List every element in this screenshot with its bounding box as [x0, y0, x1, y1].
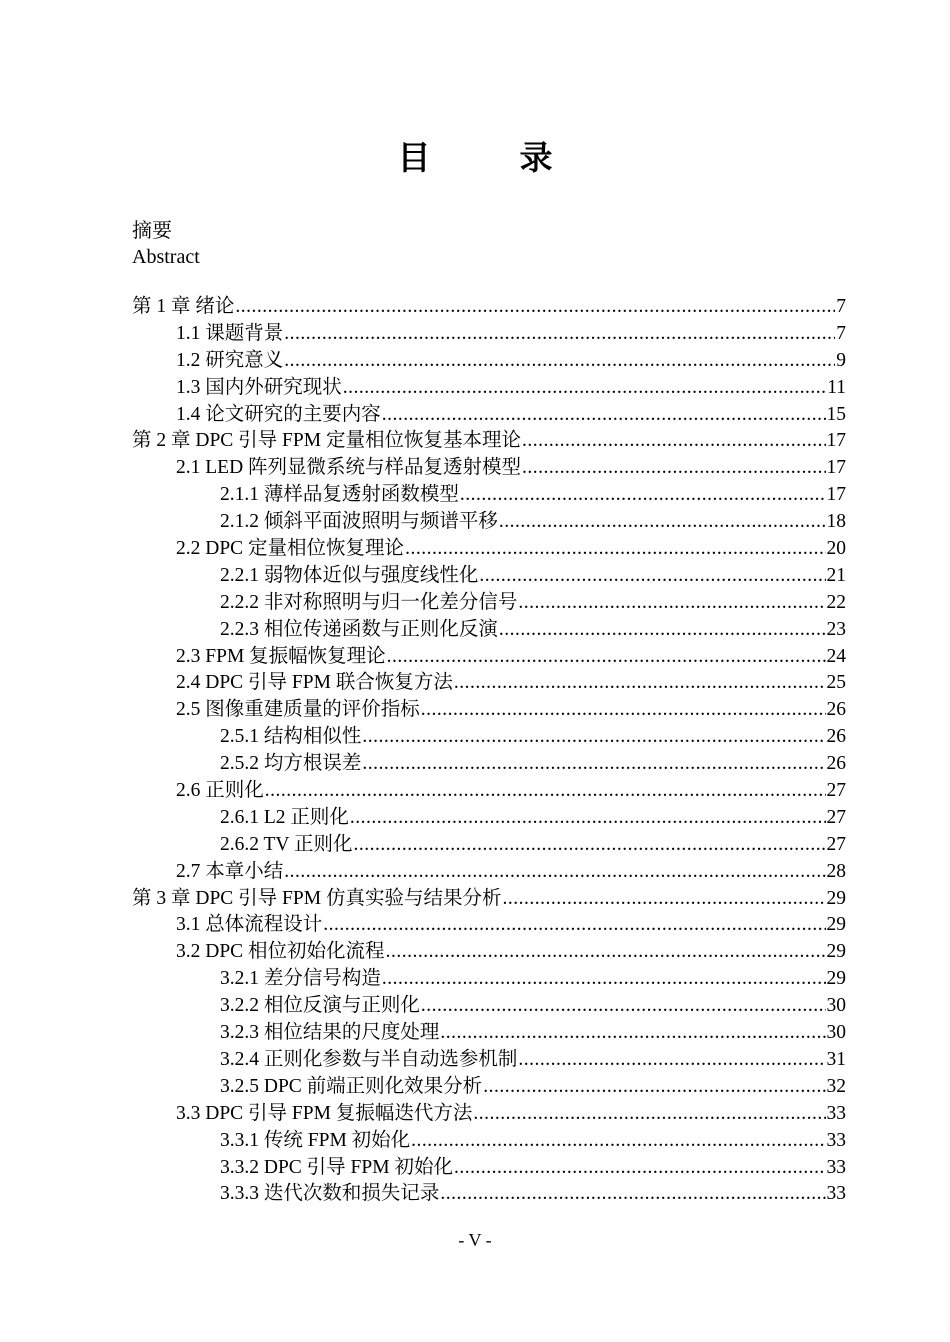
toc-entry[interactable]	[132, 886, 846, 913]
toc-entry-page: 26	[826, 753, 846, 775]
toc-entry-label: 3.2.3 相位结果的尺度处理	[220, 1022, 440, 1044]
front-matter-abstract-en[interactable]: Abstract	[132, 246, 200, 268]
toc-entry-label: 3.2.2 相位反演与正则化	[220, 995, 420, 1017]
toc-entry[interactable]	[132, 536, 846, 563]
toc-entry-label: 2.1 LED 阵列显微系统与样品复透射模型	[176, 457, 522, 479]
toc-entry-label: 2.1.2 倾斜平面波照明与频谱平移	[220, 511, 498, 533]
toc-entry-page: 33	[826, 1102, 846, 1124]
toc-entry-label: 3.3 DPC 引导 FPM 复振幅迭代方法	[176, 1102, 473, 1124]
toc-dot-leader	[421, 697, 826, 724]
toc-entry[interactable]	[132, 590, 846, 617]
toc-entry[interactable]	[132, 402, 846, 429]
toc-entry[interactable]	[132, 724, 846, 751]
toc-entry-label: 2.2.1 弱物体近似与强度线性化	[220, 564, 479, 586]
toc-dot-leader	[483, 1074, 825, 1101]
toc-entry-page: 7	[836, 296, 846, 317]
toc-dot-leader	[284, 348, 835, 375]
toc-dot-leader	[387, 644, 826, 671]
toc-entry-page: 33	[826, 1129, 846, 1151]
toc-entry-page: 32	[826, 1075, 846, 1097]
toc-entry-page: 23	[826, 618, 846, 640]
toc-entry-label: 2.6 正则化	[176, 780, 264, 802]
toc-dot-leader	[411, 1128, 825, 1155]
toc-entry[interactable]	[132, 321, 846, 348]
toc-dot-leader	[421, 993, 826, 1020]
toc-entry[interactable]	[132, 1128, 846, 1155]
toc-dot-leader	[440, 1020, 825, 1047]
toc-dot-leader	[518, 590, 825, 617]
toc-entry[interactable]	[132, 644, 846, 671]
toc-dot-leader	[354, 832, 826, 859]
toc-entry[interactable]	[132, 697, 846, 724]
toc-entry-page: 31	[826, 1048, 846, 1070]
toc-entry-label: 2.7 本章小结	[176, 860, 284, 882]
toc-entry-label: 2.3 FPM 复振幅恢复理论	[176, 645, 386, 667]
toc-entry-page: 33	[826, 1156, 846, 1178]
toc-entry-page: 20	[826, 538, 846, 560]
toc-entry-page: 26	[826, 726, 846, 748]
toc-entry-label: 3.3.3 迭代次数和损失记录	[220, 1183, 440, 1205]
toc-entry-label: 1.1 课题背景	[176, 322, 284, 344]
toc-entry-page: 29	[826, 941, 846, 963]
toc-entry-label: 3.3.2 DPC 引导 FPM 初始化	[220, 1156, 453, 1178]
toc-entry-page: 21	[826, 564, 846, 586]
toc-entry[interactable]	[132, 805, 846, 832]
toc-dot-leader	[350, 805, 826, 832]
toc-dot-leader	[362, 751, 825, 778]
toc-entry-label: 3.2.1 差分信号构造	[220, 968, 381, 990]
toc-entry[interactable]	[132, 563, 846, 590]
toc-entry-label: 2.2 DPC 定量相位恢复理论	[176, 538, 405, 560]
toc-dot-leader	[522, 455, 825, 482]
toc-entry-label: 2.2.3 相位传递函数与正则化反演	[220, 618, 498, 640]
toc-entry[interactable]	[132, 778, 846, 805]
toc-dot-leader	[405, 536, 825, 563]
toc-entry-page: 17	[826, 430, 846, 452]
toc-dot-leader	[382, 966, 826, 993]
toc-entry-page: 17	[826, 484, 846, 506]
toc-dot-leader	[522, 428, 826, 455]
toc-entry-label: 1.2 研究意义	[176, 349, 284, 371]
toc-entry[interactable]	[132, 939, 846, 966]
toc-entry-label: 第 3 章 DPC 引导 FPM 仿真实验与结果分析	[132, 887, 502, 909]
toc-entry-page: 27	[826, 806, 846, 828]
toc-entry[interactable]	[132, 375, 846, 402]
toc-entry[interactable]	[132, 1101, 846, 1128]
toc-dot-leader	[265, 778, 826, 805]
toc-entry-page: 29	[826, 887, 846, 909]
toc-entry-label: 第 1 章 绪论	[132, 296, 235, 317]
toc-dot-leader	[323, 912, 825, 939]
toc-entry-page: 22	[826, 591, 846, 613]
toc-entry[interactable]	[132, 993, 846, 1020]
toc-entry-page: 29	[826, 914, 846, 936]
toc-entry-page: 33	[826, 1183, 846, 1205]
toc-entry-page: 25	[826, 672, 846, 694]
toc-entry[interactable]	[132, 294, 846, 321]
toc-entry-label: 1.4 论文研究的主要内容	[176, 403, 381, 425]
toc-entry-page: 27	[826, 780, 846, 802]
toc-entry-label: 2.4 DPC 引导 FPM 联合恢复方法	[176, 672, 453, 694]
toc-dot-leader	[343, 375, 826, 402]
toc-entry[interactable]	[132, 1074, 846, 1101]
toc-entry[interactable]	[132, 428, 846, 455]
toc-entry-page: 30	[826, 995, 846, 1017]
toc-entry[interactable]	[132, 912, 846, 939]
toc-entry-label: 3.3.1 传统 FPM 初始化	[220, 1129, 411, 1151]
toc-entry-label: 3.2.5 DPC 前端正则化效果分析	[220, 1075, 483, 1097]
toc-dot-leader	[499, 509, 826, 536]
toc-entry[interactable]	[132, 348, 846, 375]
toc-dot-leader	[454, 670, 826, 697]
toc-dot-leader	[479, 563, 825, 590]
toc-entry[interactable]	[132, 1047, 846, 1074]
front-matter-abstract-cn[interactable]: 摘要	[132, 220, 172, 242]
toc-entry[interactable]	[132, 1155, 846, 1182]
toc-dot-leader	[454, 1155, 826, 1182]
page-number: - V -	[458, 1230, 492, 1250]
toc-entry-label: 2.2.2 非对称照明与归一化差分信号	[220, 591, 518, 613]
toc-entry-label: 2.5 图像重建质量的评价指标	[176, 699, 420, 721]
toc-entry-label: 2.5.1 结构相似性	[220, 726, 362, 748]
toc-entry[interactable]	[132, 966, 846, 993]
toc-entry-page: 26	[826, 699, 846, 721]
toc-entry[interactable]	[132, 670, 846, 697]
toc-entry-page: 28	[826, 860, 846, 882]
toc-entry-page: 9	[836, 349, 846, 371]
toc-dot-leader	[440, 1181, 825, 1208]
toc-entry[interactable]	[132, 832, 846, 859]
toc-entry-label: 3.2.4 正则化参数与半自动选参机制	[220, 1048, 518, 1070]
toc-entry-label: 2.1.1 薄样品复透射函数模型	[220, 484, 459, 506]
toc-entry[interactable]	[132, 482, 846, 509]
toc-entry-page: 30	[826, 1022, 846, 1044]
toc-dot-leader	[518, 1047, 825, 1074]
toc-entry-label: 2.5.2 均方根误差	[220, 753, 362, 775]
toc-entry[interactable]	[132, 455, 846, 482]
toc-dot-leader	[460, 482, 826, 509]
toc-dot-leader	[499, 617, 826, 644]
toc-entry-page: 11	[827, 376, 846, 398]
toc-entry[interactable]	[132, 751, 846, 778]
toc-entry[interactable]	[132, 1181, 846, 1208]
toc-entry-label: 3.2 DPC 相位初始化流程	[176, 941, 385, 963]
table-of-contents	[132, 294, 846, 1208]
toc-entry-label: 1.3 国内外研究现状	[176, 376, 342, 398]
toc-entry-label: 2.6.2 TV 正则化	[220, 833, 353, 855]
toc-entry-page: 27	[826, 833, 846, 855]
toc-entry[interactable]	[132, 859, 846, 886]
toc-dot-leader	[284, 859, 825, 886]
toc-entry-page: 24	[826, 645, 846, 667]
toc-entry-label: 第 2 章 DPC 引导 FPM 定量相位恢复基本理论	[132, 430, 521, 452]
toc-entry[interactable]	[132, 509, 846, 536]
toc-entry[interactable]	[132, 617, 846, 644]
toc-dot-leader	[284, 321, 835, 348]
toc-dot-leader	[362, 724, 825, 751]
page-title: 目 录	[397, 138, 581, 177]
toc-entry-page: 18	[826, 511, 846, 533]
toc-dot-leader	[382, 402, 826, 429]
toc-entry-page: 7	[836, 322, 846, 344]
toc-entry-label: 3.1 总体流程设计	[176, 914, 323, 936]
toc-dot-leader	[235, 294, 835, 321]
toc-entry-page: 15	[826, 403, 846, 425]
toc-dot-leader	[473, 1101, 825, 1128]
toc-entry-page: 29	[826, 968, 846, 990]
toc-dot-leader	[386, 939, 826, 966]
toc-entry[interactable]	[132, 1020, 846, 1047]
toc-entry-page: 17	[826, 457, 846, 479]
toc-entry-label: 2.6.1 L2 正则化	[220, 806, 349, 828]
toc-dot-leader	[502, 886, 825, 913]
